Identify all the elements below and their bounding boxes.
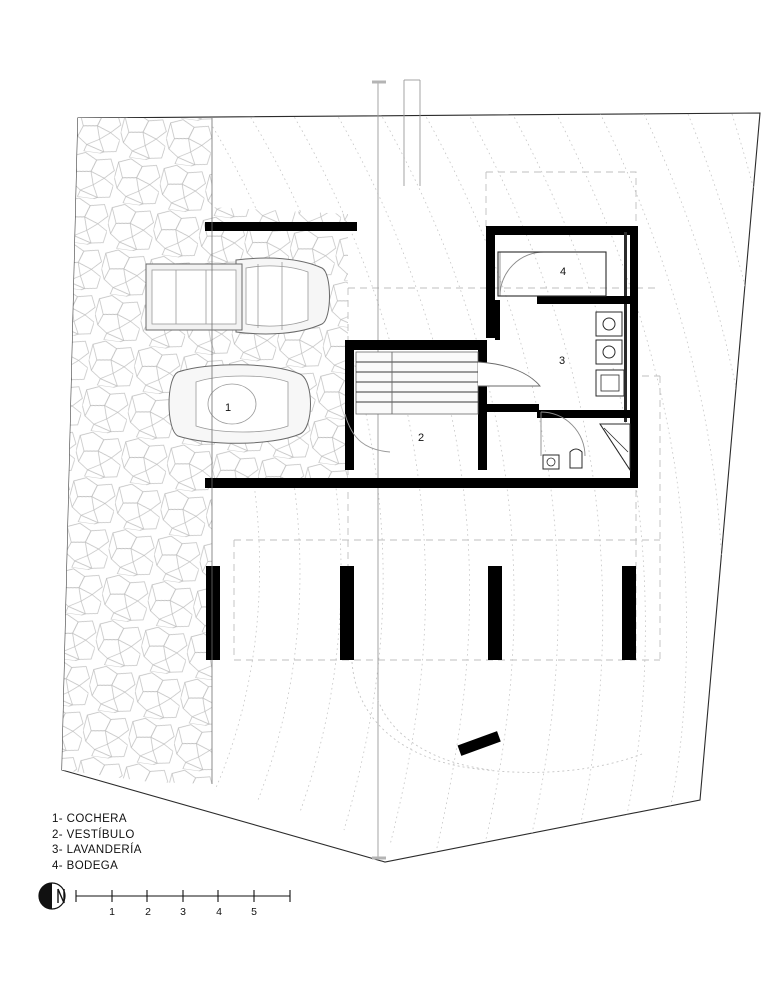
legend-item-2: 2- VESTÍBULO bbox=[52, 828, 135, 841]
scale-bar bbox=[36, 880, 336, 930]
vehicle-pickup bbox=[146, 264, 242, 330]
scale-tick-1: 1 bbox=[109, 906, 115, 918]
vehicle-car-lower bbox=[169, 365, 311, 444]
scale-ticks bbox=[76, 890, 290, 902]
scale-tick-4: 4 bbox=[216, 906, 222, 918]
room-number-3: 3 bbox=[558, 355, 566, 367]
room-number-4: 4 bbox=[559, 266, 567, 278]
scale-tick-3: 3 bbox=[180, 906, 186, 918]
room-number-2: 2 bbox=[417, 432, 425, 444]
room-number-1: 1 bbox=[224, 402, 232, 414]
legend bbox=[52, 812, 142, 874]
scale-tick-2: 2 bbox=[145, 906, 151, 918]
legend-item-4: 4- BODEGA bbox=[52, 859, 119, 872]
north-arrow bbox=[39, 883, 65, 909]
legend-item-3: 3- LAVANDERÍA bbox=[52, 844, 142, 856]
scale-tick-5: 5 bbox=[251, 906, 257, 918]
scale-bar-svg bbox=[36, 880, 336, 930]
legend-item-1: 1- COCHERA bbox=[52, 813, 127, 825]
vehicle-sedan bbox=[236, 258, 330, 334]
